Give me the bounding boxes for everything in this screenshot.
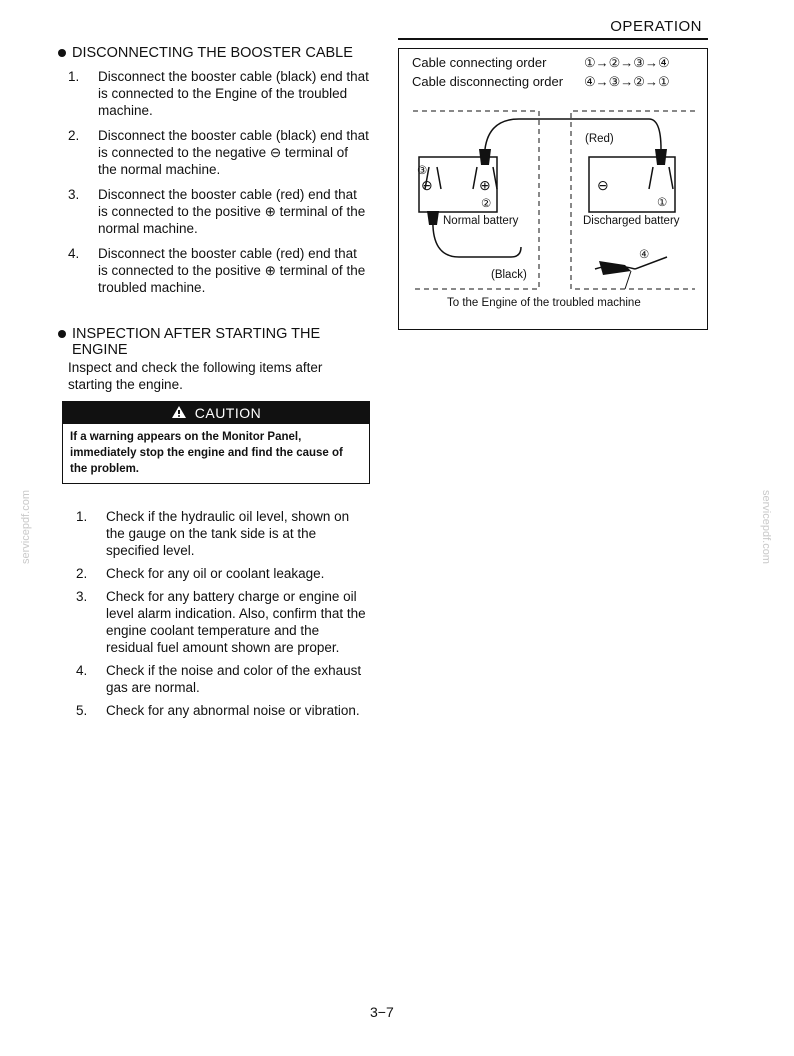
disconnect-order-row: Cable disconnecting order ④→③→②→① [412,74,670,89]
bullet-icon [58,330,66,338]
marker-1: ① [657,197,668,209]
plus-terminal-icon: ⊕ [479,177,491,193]
clamp-icon [599,261,631,275]
normal-battery-label: Normal battery [443,215,519,227]
discharged-battery-label: Discharged battery [583,215,680,227]
list-item: 2. Check for any oil or coolant leakage. [76,566,325,581]
marker-2: ② [481,198,492,210]
inspection-heading: INSPECTION AFTER STARTING THE ENGINE [58,326,370,358]
warning-triangle-icon [171,405,187,422]
connect-order-row: Cable connecting order ①→②→③→④ [412,55,670,70]
red-cable [485,119,661,149]
black-cable-label: (Black) [491,269,527,281]
caution-title: CAUTION [194,405,262,421]
inspection-section [58,326,370,719]
bullet-icon [58,49,66,57]
list-item: 4. Check if the noise and color of the exhaust gas are normal. [76,663,362,695]
list-item: 1. Check if the hydraulic oil level, shown on the gauge on the tank side is at the specified level. [76,509,350,558]
caution-header [63,402,369,424]
inspection-intro: Inspect and check the following items after starting the engine. [68,360,323,392]
battery-diagram-svg [399,49,707,329]
page-number: 3−7 [370,1004,394,1020]
marker-3: ③ [417,165,428,177]
clamp-jaws [649,167,673,189]
list-item: 4. Disconnect the booster cable (red) end that is connected to the positive ⊕ terminal of the troubled machine. [68,246,366,295]
caution-text: If a warning appears on the Monitor Panel, immediately stop the engine and find the cause of the problem. [70,431,343,475]
booster-cable-diagram [398,48,708,330]
list-item: 2. Disconnect the booster cable (black) end that is connected to the negative ⊖ terminal of the normal machine. [68,128,369,177]
watermark-left: servicepdf.com [20,490,32,564]
caution-box [62,401,370,484]
clamp-icon [479,149,491,165]
minus-terminal-icon: ⊖ [421,177,433,193]
list-item: 3. Disconnect the booster cable (red) end that is connected to the positive ⊕ terminal of the normal machine. [68,187,366,236]
clamp-icon [655,149,667,165]
list-item: 5. Check for any abnormal noise or vibration. [76,703,360,718]
normal-machine-frame [413,111,539,289]
engine-label: To the Engine of the troubled machine [447,297,641,309]
watermark-right: servicepdf.com [760,490,772,564]
engine-pointer-line [625,271,631,289]
section-title: OPERATION [610,18,702,35]
marker-4: ④ [639,249,650,261]
minus-terminal-icon: ⊖ [597,177,609,193]
header-rule [398,38,708,40]
red-cable-label: (Red) [585,133,614,145]
clamp-icon [427,211,439,225]
disconnect-section [58,45,370,296]
list-item: 1. Disconnect the booster cable (black) end that is connected to the Engine of the troubled machine. [68,69,369,118]
disconnect-heading: DISCONNECTING THE BOOSTER CABLE [58,45,370,61]
list-item: 3. Check for any battery charge or engine oil level alarm indication. Also, confirm that the engine coolant temperature and the residual fuel amount shown are proper. [76,589,366,655]
